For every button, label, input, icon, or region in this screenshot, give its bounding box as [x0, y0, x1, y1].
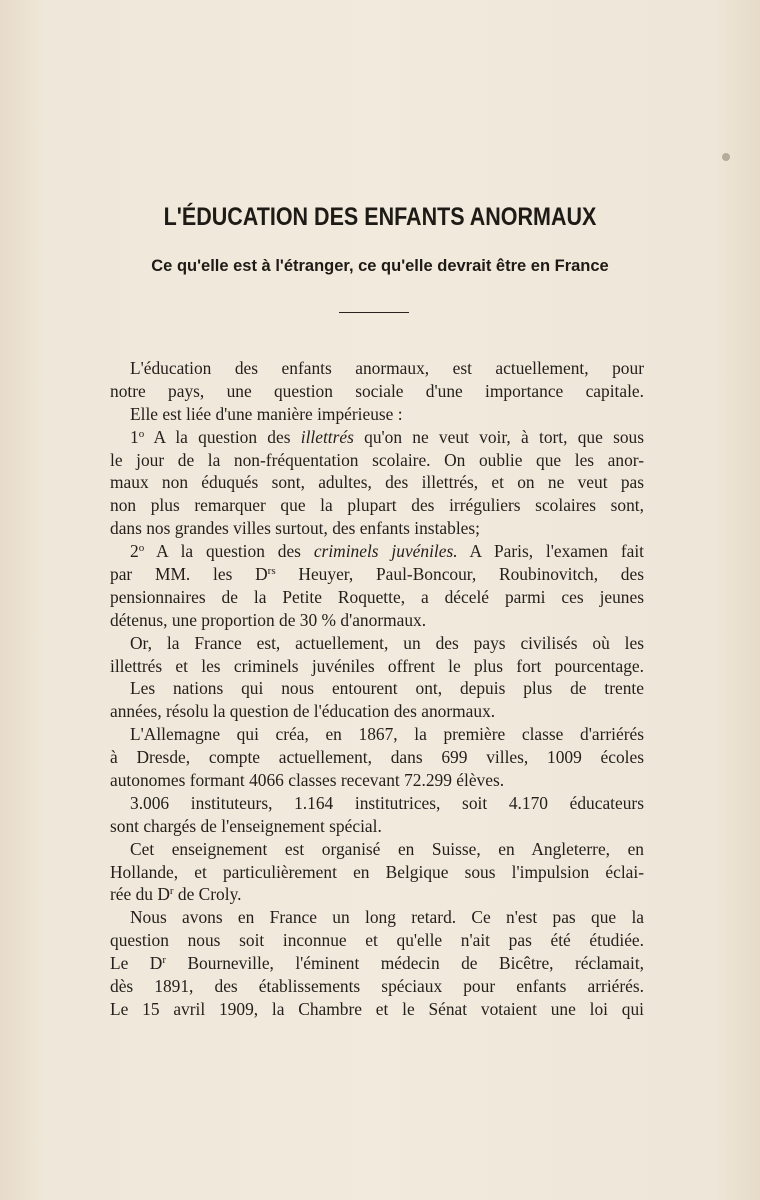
text-run: dans nos grandes villes surtout, des enfants instables; — [110, 518, 480, 539]
text-run: qu'on ne veut voir, à tort, que sous — [353, 426, 645, 447]
text-line — [110, 563, 644, 586]
text-run: dès 1891, des établissements spéciaux pour enfants arriérés. — [110, 976, 644, 997]
text-line — [110, 769, 644, 792]
text-run: le jour de la non-fréquentation scolaire. On oublie que les anor- — [110, 449, 644, 470]
text-run: notre pays, une question sociale d'une importance capitale. — [110, 380, 644, 401]
text-run: à Dresde, compte actuellement, dans 699 villes, 1009 écoles — [110, 747, 644, 768]
text-run: pensionnaires de la Petite Roquette, a décelé parmi ces jeunes — [110, 586, 644, 607]
text-line — [110, 540, 644, 563]
text-run: Nous avons en France un long retard. Ce n'est pas que la — [130, 907, 644, 928]
text-line — [110, 929, 644, 952]
text-line — [110, 380, 644, 403]
text-line — [110, 838, 644, 861]
text-line — [110, 494, 644, 517]
text-run: par MM. les D — [110, 564, 268, 585]
text-line — [110, 403, 644, 426]
text-line — [110, 883, 644, 906]
paper-speck — [722, 153, 730, 161]
text-line — [110, 632, 644, 655]
text-run: Elle est liée d'une manière impérieuse : — [130, 403, 403, 424]
text-line — [110, 723, 644, 746]
text-run: Hollande, et particulièrement en Belgique sous l'impulsion éclai- — [110, 861, 644, 882]
page-title: L'ÉDUCATION DES ENFANTS ANORMAUX — [163, 203, 597, 231]
text-line — [110, 700, 644, 723]
text-run: A la question des — [144, 541, 314, 562]
body-text — [110, 357, 644, 1021]
superscript: r — [169, 885, 174, 898]
text-run: Heuyer, Paul-Boncour, Roubinovitch, des — [275, 564, 644, 585]
text-line — [110, 998, 644, 1021]
text-run: illettrés et les criminels juvéniles offrent le plus fort pourcentage. — [110, 655, 644, 676]
text-line — [110, 815, 644, 838]
text-run: Les nations qui nous entourent ont, depuis plus de trente — [130, 678, 644, 699]
text-run: maux non éduqués sont, adultes, des illettrés, et on ne veut pas — [110, 472, 644, 493]
text-line — [110, 609, 644, 632]
text-line — [110, 677, 644, 700]
text-run: autonomes formant 4066 classes recevant 72.299 élèves. — [110, 770, 505, 791]
text-run: Or, la France est, actuellement, un des pays civilisés où les — [130, 632, 644, 653]
text-run: Cet enseignement est organisé en Suisse, en Angleterre, en — [130, 838, 644, 859]
text-line — [110, 952, 644, 975]
text-run: L'Allemagne qui créa, en 1867, la première classe d'arriérés — [130, 724, 644, 745]
text-run: non plus remarquer que la plupart des irréguliers scolaires sont, — [110, 495, 644, 516]
text-run: 2 — [130, 541, 139, 562]
text-run: Bourneville, l'éminent médecin de Bicêtre, réclamait, — [166, 953, 645, 974]
italic-text: illettrés — [300, 426, 354, 447]
superscript: o — [138, 427, 145, 440]
text-run: Le D — [110, 953, 163, 974]
text-run: 1 — [130, 426, 139, 447]
text-line — [110, 426, 644, 449]
text-line — [110, 471, 644, 494]
text-run: détenus, une proportion de 30 % d'anormaux. — [110, 609, 427, 630]
text-line — [110, 746, 644, 769]
text-line — [110, 357, 644, 380]
superscript: o — [138, 542, 145, 555]
text-run: A Paris, l'examen fait — [457, 541, 645, 562]
text-line — [110, 861, 644, 884]
text-run: Le 15 avril 1909, la Chambre et le Sénat votaient une loi qui — [110, 998, 644, 1019]
italic-text: criminels juvéniles. — [313, 541, 458, 562]
text-run: question nous soit inconnue et qu'elle n'ait pas été étudiée. — [110, 930, 644, 951]
page-subtitle: Ce qu'elle est à l'étranger, ce qu'elle devrait être en France — [151, 257, 609, 275]
text-run: L'éducation des enfants anormaux, est actuellement, pour — [130, 358, 644, 378]
text-run: de Croly. — [173, 884, 242, 905]
text-line — [110, 975, 644, 998]
text-line — [110, 586, 644, 609]
text-line — [110, 792, 644, 815]
text-run: 3.006 instituteurs, 1.164 institutrices, soit 4.170 éducateurs — [130, 792, 644, 813]
text-run: sont chargés de l'enseignement spécial. — [110, 815, 382, 836]
text-line — [110, 449, 644, 472]
superscript: rs — [267, 565, 276, 578]
title-divider — [339, 312, 409, 313]
text-line — [110, 906, 644, 929]
text-run: rée du D — [110, 884, 170, 905]
text-line — [110, 517, 644, 540]
text-run: années, résolu la question de l'éducation des anormaux. — [110, 701, 496, 722]
superscript: r — [162, 954, 167, 967]
text-run: A la question des — [144, 426, 301, 447]
text-line — [110, 655, 644, 678]
